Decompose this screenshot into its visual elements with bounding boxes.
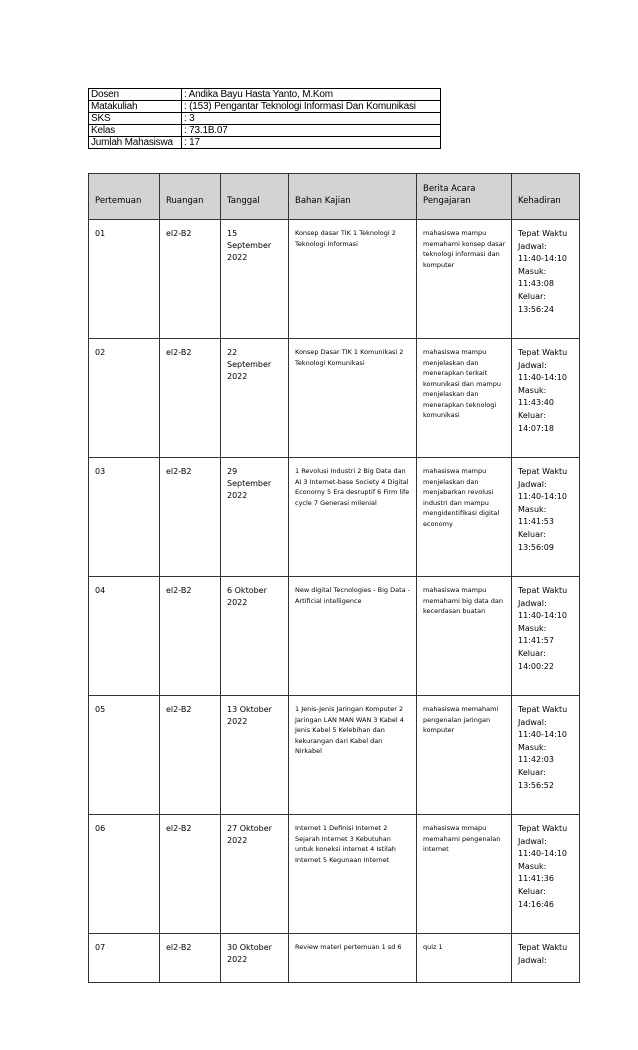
sks-value: : 3 bbox=[182, 113, 441, 125]
sks-label: SKS bbox=[89, 113, 182, 125]
cell-kehadiran bbox=[512, 696, 580, 815]
cell-tanggal: 29 September 2022 bbox=[221, 458, 289, 577]
cell-berita-acara: mahasiswa memahami pengenalan jaringan komputer bbox=[417, 696, 512, 815]
attendance-status: Tepat Waktu bbox=[518, 705, 568, 714]
check-in-label: Masuk: bbox=[518, 266, 547, 276]
header-bahan-kajian: Bahan Kajian bbox=[289, 174, 417, 220]
check-out-label: Keluar: bbox=[518, 767, 546, 777]
schedule-label: Jadwal: bbox=[518, 241, 547, 251]
table-row bbox=[89, 220, 580, 339]
kelas-value: : 73.1B.07 bbox=[182, 125, 441, 137]
cell-berita-acara: quiz 1 bbox=[417, 934, 512, 983]
header-ruangan: Ruangan bbox=[160, 174, 221, 220]
cell-tanggal: 22 September 2022 bbox=[221, 339, 289, 458]
cell-pertemuan: 02 bbox=[89, 339, 160, 458]
check-out-time: 14:00:22 bbox=[518, 661, 554, 671]
cell-bahan-kajian: Internet 1 Definisi Internet 2 Sejarah Internet 3 Kebutuhan untuk koneksi internet 4 Istilah Internet 5 Kegunaan Internet bbox=[289, 815, 417, 934]
kelas-label: Kelas bbox=[89, 125, 182, 137]
cell-bahan-kajian: 1 Revolusi Industri 2 Big Data dan AI 3 Internet-base Society 4 Digital Economy 5 Era desruptif 6 Firm life cycle 7 Generasi milenial bbox=[289, 458, 417, 577]
cell-kehadiran bbox=[512, 934, 580, 983]
cell-pertemuan: 03 bbox=[89, 458, 160, 577]
table-row bbox=[89, 458, 580, 577]
jumlah-value: : 17 bbox=[182, 137, 441, 149]
course-info-table bbox=[88, 88, 441, 149]
attendance-status: Tepat Waktu bbox=[518, 824, 568, 833]
cell-ruangan: el2-B2 bbox=[160, 815, 221, 934]
cell-berita-acara: mahasiswa mampu menjelaskan dan menerapkan terkait komunikasi dan mampu menjelaskan dan menerapkan teknologi komunikasi bbox=[417, 339, 512, 458]
cell-ruangan: el2-B2 bbox=[160, 696, 221, 815]
schedule-label: Jadwal: bbox=[518, 598, 547, 608]
info-row-jumlah bbox=[89, 137, 441, 149]
table-row bbox=[89, 339, 580, 458]
cell-bahan-kajian: Konsep Dasar TIK 1 Komunikasi 2 Teknologi Komunikasi bbox=[289, 339, 417, 458]
info-row-sks bbox=[89, 113, 441, 125]
header-tanggal: Tanggal bbox=[221, 174, 289, 220]
info-row-matakuliah bbox=[89, 101, 441, 113]
header-pertemuan: Pertemuan bbox=[89, 174, 160, 220]
schedule-time: 11:40-14:10 bbox=[518, 611, 567, 621]
check-in-time: 11:41:57 bbox=[518, 636, 554, 646]
cell-pertemuan: 05 bbox=[89, 696, 160, 815]
cell-pertemuan: 04 bbox=[89, 577, 160, 696]
cell-pertemuan: 06 bbox=[89, 815, 160, 934]
table-header-row bbox=[89, 174, 580, 220]
cell-pertemuan: 07 bbox=[89, 934, 160, 983]
schedule-time: 11:40-14:10 bbox=[518, 254, 567, 264]
check-in-time: 11:42:03 bbox=[518, 755, 554, 765]
cell-berita-acara: mahasiswa mmapu memahami pengenalan internet bbox=[417, 815, 512, 934]
info-row-dosen bbox=[89, 89, 441, 101]
check-out-time: 13:56:24 bbox=[518, 304, 554, 314]
check-in-time: 11:43:08 bbox=[518, 279, 554, 289]
cell-kehadiran bbox=[512, 339, 580, 458]
jumlah-label: Jumlah Mahasiswa bbox=[89, 137, 182, 149]
check-in-time: 11:41:53 bbox=[518, 517, 554, 527]
cell-bahan-kajian: Konsep dasar TIK 1 Teknologi 2 Teknologi Informasi bbox=[289, 220, 417, 339]
check-out-time: 14:07:18 bbox=[518, 423, 554, 433]
cell-bahan-kajian: Review materi pertemuan 1 sd 6 bbox=[289, 934, 417, 983]
cell-ruangan: el2-B2 bbox=[160, 577, 221, 696]
attendance-status: Tepat Waktu bbox=[518, 586, 568, 595]
check-in-label: Masuk: bbox=[518, 742, 547, 752]
schedule-label: Jadwal: bbox=[518, 479, 547, 489]
cell-bahan-kajian: 1 Jenis-Jenis Jaringan Komputer 2 Jaringan LAN MAN WAN 3 Kabel 4 Jenis Kabel 5 Kelebihan dan kekurangan dari Kabel dan Nirkabel bbox=[289, 696, 417, 815]
header-berita-acara: Berita Acara Pengajaran bbox=[417, 174, 512, 220]
table-row bbox=[89, 696, 580, 815]
cell-berita-acara: mahasiswa mampu memahami konsep dasar teknologi informasi dan komputer bbox=[417, 220, 512, 339]
table-row bbox=[89, 815, 580, 934]
info-row-kelas bbox=[89, 125, 441, 137]
check-in-time: 11:41:36 bbox=[518, 874, 554, 884]
table-row bbox=[89, 934, 580, 983]
schedule-time: 11:40-14:10 bbox=[518, 373, 567, 383]
check-in-time: 11:43:40 bbox=[518, 398, 554, 408]
check-out-time: 13:56:09 bbox=[518, 542, 554, 552]
cell-ruangan: el2-B2 bbox=[160, 934, 221, 983]
check-out-label: Keluar: bbox=[518, 529, 546, 539]
check-in-label: Masuk: bbox=[518, 385, 547, 395]
cell-pertemuan: 01 bbox=[89, 220, 160, 339]
cell-berita-acara: mahasiswa mampu memahami big data dan kecerdasan buatan bbox=[417, 577, 512, 696]
schedule-time: 11:40-14:10 bbox=[518, 849, 567, 859]
check-in-label: Masuk: bbox=[518, 861, 547, 871]
cell-ruangan: el2-B2 bbox=[160, 339, 221, 458]
check-out-label: Keluar: bbox=[518, 648, 546, 658]
dosen-label: Dosen bbox=[89, 89, 182, 101]
cell-ruangan: el2-B2 bbox=[160, 220, 221, 339]
schedule-label: Jadwal: bbox=[518, 360, 547, 370]
schedule-time: 11:40-14:10 bbox=[518, 730, 567, 740]
cell-kehadiran bbox=[512, 458, 580, 577]
cell-tanggal: 6 Oktober 2022 bbox=[221, 577, 289, 696]
schedule-time: 11:40-14:10 bbox=[518, 492, 567, 502]
attendance-table bbox=[88, 173, 580, 983]
schedule-label: Jadwal: bbox=[518, 955, 547, 965]
cell-bahan-kajian: New digital Tecnologies - Big Data - Artificial intelligence bbox=[289, 577, 417, 696]
attendance-status: Tepat Waktu bbox=[518, 943, 568, 952]
check-out-time: 14:16:46 bbox=[518, 899, 554, 909]
table-row bbox=[89, 577, 580, 696]
check-out-label: Keluar: bbox=[518, 291, 546, 301]
check-out-time: 13:56:52 bbox=[518, 780, 554, 790]
check-in-label: Masuk: bbox=[518, 623, 547, 633]
cell-kehadiran bbox=[512, 815, 580, 934]
header-kehadiran: Kehadiran bbox=[512, 174, 580, 220]
matakuliah-value: : (153) Pengantar Teknologi Informasi Dan Komunikasi bbox=[182, 101, 441, 113]
attendance-status: Tepat Waktu bbox=[518, 348, 568, 357]
matakuliah-label: Matakuliah bbox=[89, 101, 182, 113]
cell-kehadiran bbox=[512, 577, 580, 696]
cell-tanggal: 13 Oktober 2022 bbox=[221, 696, 289, 815]
cell-tanggal: 30 Oktober 2022 bbox=[221, 934, 289, 983]
schedule-label: Jadwal: bbox=[518, 836, 547, 846]
check-in-label: Masuk: bbox=[518, 504, 547, 514]
cell-berita-acara: mahasiswa mampu menjelaskan dan menjabarkan revolusi industri dan mampu mengidentifikasi digital economy bbox=[417, 458, 512, 577]
attendance-status: Tepat Waktu bbox=[518, 229, 568, 238]
cell-kehadiran bbox=[512, 220, 580, 339]
schedule-label: Jadwal: bbox=[518, 717, 547, 727]
cell-tanggal: 27 Oktober 2022 bbox=[221, 815, 289, 934]
attendance-status: Tepat Waktu bbox=[518, 467, 568, 476]
check-out-label: Keluar: bbox=[518, 886, 546, 896]
check-out-label: Keluar: bbox=[518, 410, 546, 420]
dosen-value: : Andika Bayu Hasta Yanto, M.Kom bbox=[182, 89, 441, 101]
cell-tanggal: 15 September 2022 bbox=[221, 220, 289, 339]
cell-ruangan: el2-B2 bbox=[160, 458, 221, 577]
